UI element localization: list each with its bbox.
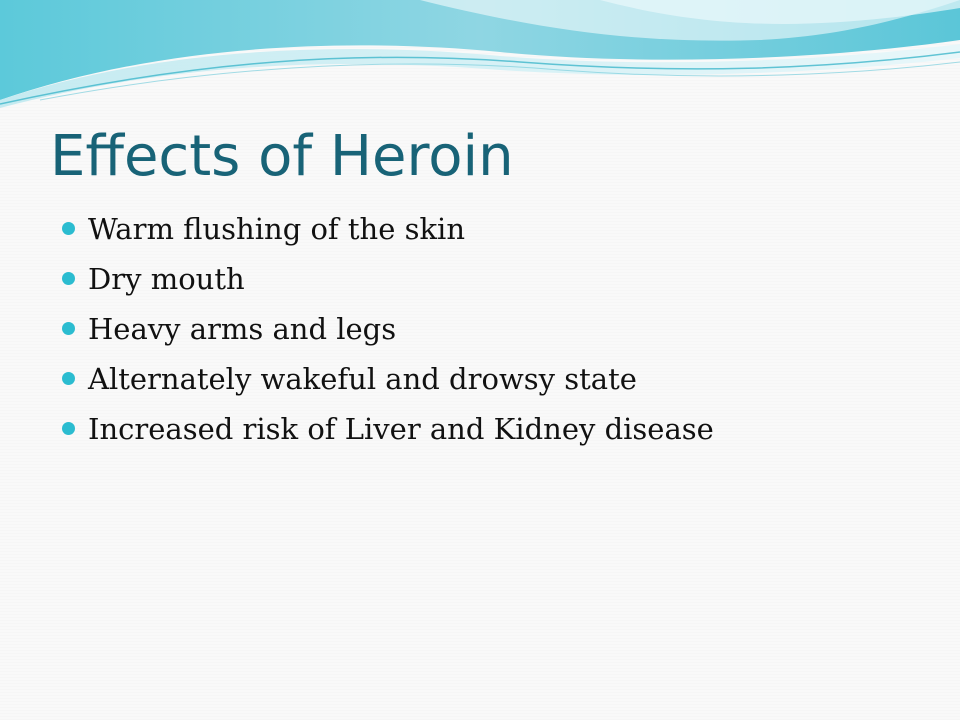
list-item — [62, 206, 714, 256]
bullet-text: Increased risk of Liver and Kidney disease — [88, 412, 714, 446]
bullet-dot-icon — [62, 422, 75, 435]
header-wave-decoration — [0, 0, 960, 120]
bullet-text: Alternately wakeful and drowsy state — [88, 362, 637, 396]
bullet-text: Heavy arms and legs — [88, 312, 397, 346]
list-item — [62, 356, 714, 406]
bullet-dot-icon — [62, 222, 75, 235]
bullet-dot-icon — [62, 372, 75, 385]
list-item — [62, 256, 714, 306]
list-item — [62, 406, 714, 456]
list-item — [62, 306, 714, 356]
slide-title: Effects of Heroin — [50, 124, 514, 189]
bullet-text: Warm flushing of the skin — [88, 212, 465, 246]
bullet-dot-icon — [62, 272, 75, 285]
bullet-list — [62, 206, 714, 456]
bullet-text: Dry mouth — [88, 262, 245, 296]
bullet-dot-icon — [62, 322, 75, 335]
